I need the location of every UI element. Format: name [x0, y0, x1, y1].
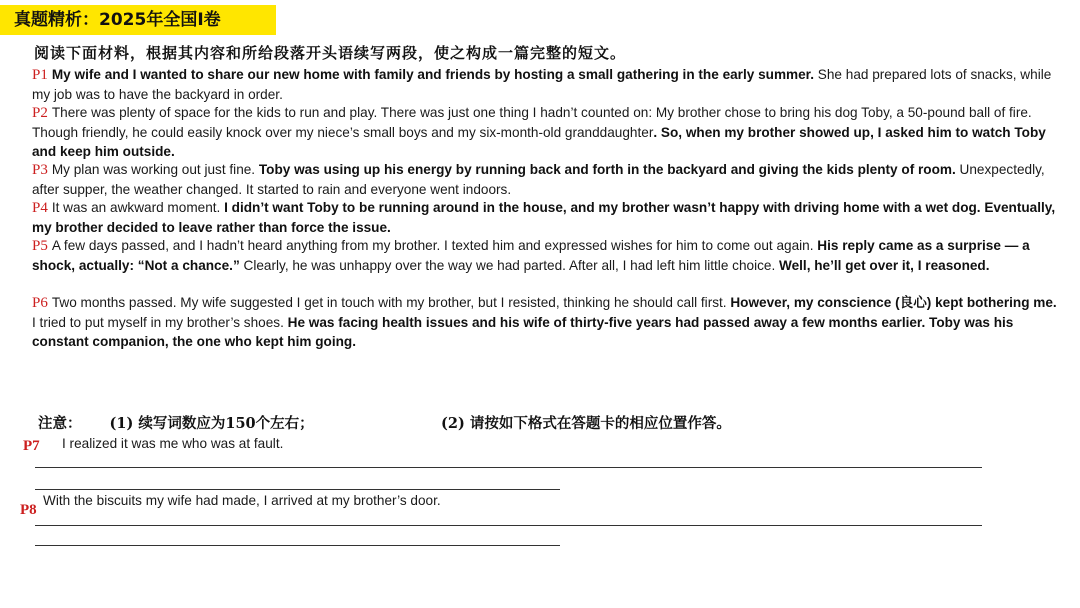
p8-label: P8	[20, 502, 37, 518]
paragraph-text: A few days passed, and I hadn’t heard anything from my brother. I texted him and expressed wishes for him to come out again.	[51, 238, 818, 253]
paragraph-text: There was plenty of space for the kids to run and play. There was just one thing I hadn’t counted on: My brother chose to bring his dog Toby, a 50-pound ball of fire. Though friendly, he could easily knock over my niece’s small boys and my six-month-old granddaughter	[32, 105, 1032, 140]
paragraph-label: P5	[32, 238, 48, 254]
paragraph-text: My plan was working out just fine.	[51, 162, 259, 177]
paragraph-bold-text: My wife and I wanted to share our new home with family and friends by hosting a small gathering in the early summer.	[51, 67, 815, 82]
p7-starter-sentence: I realized it was me who was at fault.	[62, 436, 284, 451]
paragraph-label: P3	[32, 162, 48, 178]
paragraph-p3	[32, 160, 1062, 199]
page-banner: 真题精析：2025年全国I卷	[0, 5, 276, 35]
paragraph-label: P6	[32, 295, 48, 311]
paragraph-text: It was an awkward moment.	[51, 200, 225, 215]
paragraph-label: P4	[32, 200, 48, 216]
p7-label: P7	[23, 438, 40, 454]
paragraph-text: She had prepared lots of snacks, while my job was to have the backyard in order.	[32, 67, 1052, 102]
paragraph-p6	[32, 293, 1062, 351]
paragraph-text: Clearly, he was unhappy over the way we had parted. After all, I had left him little choice.	[239, 258, 779, 273]
notes-line	[38, 412, 314, 433]
paragraph-p5	[32, 236, 1062, 275]
paragraph-p2	[32, 103, 1062, 161]
paragraph-label: P1	[32, 67, 48, 83]
p8-starter-sentence: With the biscuits my wife had made, I arrived at my brother’s door.	[43, 493, 441, 508]
p8-answer-line-2[interactable]	[35, 545, 560, 546]
notes-item-1: (1) 续写词数应为150个左右；	[109, 415, 314, 432]
paragraph-bold-text: I didn’t want Toby to be running around in the house, and my brother wasn’t happy with driving home with a wet dog. Eventually, my brother decided to leave rather than force the issue.	[32, 200, 1056, 235]
notes-label: 注意：	[38, 415, 82, 432]
paragraph-bold-text: His reply came as a surprise — a shock, actually: “Not a chance.”	[32, 238, 1030, 273]
paragraph-text: Two months passed. My wife suggested I get in touch with my brother, but I resisted, thinking he should call first.	[51, 295, 731, 310]
paragraph-p4	[32, 198, 1062, 237]
p8-answer-line-1[interactable]	[35, 525, 982, 526]
paragraph-bold-text: However, my conscience (良心) kept bothering me.	[730, 295, 1057, 310]
paragraph-p1	[32, 65, 1062, 104]
paragraph-bold-text: Toby was using up his energy by running back and forth in the backyard and giving the kids plenty of room.	[258, 162, 956, 177]
paragraph-text: Unexpectedly, after supper, the weather changed. It started to rain and everyone went indoors.	[32, 162, 1045, 197]
paragraph-text: I tried to put myself in my brother’s shoes.	[32, 315, 288, 330]
paragraph-bold-text: He was facing health issues and his wife of thirty-five years had passed away a few months earlier. Toby was his constant companion, the one who kept him going.	[32, 315, 1014, 349]
p7-answer-line-2[interactable]	[35, 489, 560, 490]
notes-item-2: (2) 请按如下格式在答题卡的相应位置作答。	[441, 415, 731, 432]
paragraph-label: P2	[32, 105, 48, 121]
paragraph-bold-text: Well, he’ll get over it, I reasoned.	[779, 258, 990, 273]
p7-answer-line-1[interactable]	[35, 467, 982, 468]
paragraph-bold-text: . So, when my brother showed up, I asked him to watch Toby and keep him outside.	[32, 125, 1046, 159]
task-instruction: 阅读下面材料，根据其内容和所给段落开头语续写两段，使之构成一篇完整的短文。	[34, 44, 627, 62]
